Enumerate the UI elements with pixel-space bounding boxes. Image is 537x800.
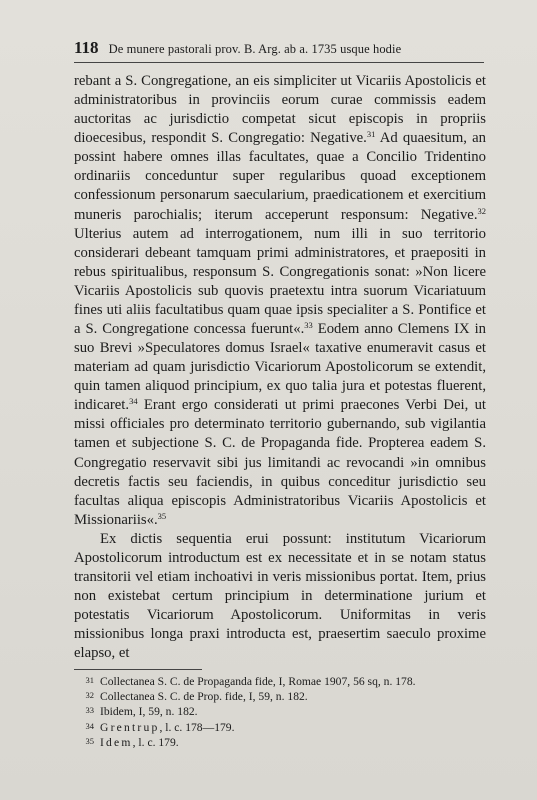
footnote-text: Ibidem, I, 59, n. 182. — [100, 705, 198, 719]
footnote-author: Grentrup — [100, 720, 160, 734]
footnote-reference: 35 — [157, 510, 167, 521]
paragraph-text: Erant ergo considerati ut primi praecones Verbi Dei, ut missi officiales pro determinato territorio gubernando, sub vigilantia tamen et subjectione S. C. de Propaganda fide. Propterea eadem S. Congregatio reservavit sibi jus limitandi ac revocandi »in omnibus decretis factis seu faciendis, in quibus conceditur jurisdictio seu facultas aliqua episcopis Administratoribus Vicariis Apostolicis et Missionariis«. — [74, 397, 486, 528]
body-text — [74, 72, 486, 663]
footnote-citation: , l. c. 178—179. — [159, 720, 235, 734]
footnote-reference: 33 — [304, 320, 313, 331]
header-rule — [74, 62, 484, 63]
footnote-number: 32 — [85, 690, 94, 701]
footnote — [74, 674, 486, 689]
paragraph — [74, 72, 486, 530]
footnote-number: 33 — [85, 705, 94, 716]
footnote-reference: 34 — [129, 396, 138, 407]
footnote-number: 34 — [85, 720, 94, 731]
footnote — [74, 720, 486, 735]
footnote-reference: 32 — [477, 205, 486, 216]
page-number: 118 — [74, 38, 99, 57]
footnote-text: Collectanea S. C. de Propaganda fide, I, Romae 1907, 56 sq, n. 178. — [100, 675, 416, 688]
footnote-rule — [74, 669, 202, 670]
footnote-number: 31 — [85, 675, 94, 685]
footnote — [74, 704, 486, 719]
footnotes — [74, 674, 486, 750]
footnote-number: 35 — [85, 735, 94, 746]
running-head — [74, 38, 484, 58]
paragraph-text: rebant a S. Congregatione, an eis simpliciter ut Vicariis Apostolicis et administratoribus in provinciis eorum curae commissis eadem auctoritas ac jurisdictio competat sicut episcopis in propriis dioecesibus, respondit S. Congregatio: Negative. — [74, 73, 486, 147]
paragraph-text: Ex dictis sequentia erui possunt: institutum Vicariorum Apostolicorum introductum est ex necessitate et in se notam status transitorii vel etiam inchoativi in veris missionibus portat. Item, prius non existebat certum principium in determinatione jurium et potestatis Vicariorum Apostolicorum. Uniformitas in veris missionibus longa praxi introducta est, praesertim saeculo proxime elapso, et — [74, 530, 486, 662]
running-title: De munere pastorali prov. B. Arg. ab a. 1735 usque hodie — [108, 42, 402, 56]
footnote-text: Collectanea S. C. de Prop. fide, I, 59, n. 182. — [100, 690, 308, 704]
footnote-text — [100, 720, 234, 735]
footnote-reference: 31 — [366, 129, 376, 140]
paragraph — [74, 530, 486, 664]
paragraph-text: Ad quaesitum, an possint habere omnes illas facultates, quae a Concilio Tridentino ordinariis conceduntur super regularibus quoad exceptionem confessionum personarum saecularium, praedicationem et exercitium muneris parochialis; iterum acceperunt responsum: Negative. — [74, 130, 486, 223]
paragraph-text: Eodem anno Clemens IX in suo Brevi »Speculatores domus Israel« taxative enumeravit casus et materiam ad quam jurisdictio Vicariorum Apostolicorum se extendit, quin tamen aliquod principium, ex quo talia jura et potestas fluerent, indicaret. — [74, 321, 486, 414]
footnote-text — [100, 735, 179, 750]
footnote — [74, 689, 486, 704]
paragraph-text: Ulterius autem ad interrogationem, num illi in suo territorio considerari debeant tamquam primi administratores, et praepositi in rebus spiritualibus, responsum S. Congregationis sonat: »Non licere Vicariis Apostolicis sub quovis praetextu intra suorum Vicariatuum fines uti aliis facultatibus quam quae ipsis specialiter a S. Pontifice et a S. Congregatione concessa fuerunt«. — [74, 225, 486, 338]
footnote — [74, 735, 486, 750]
footnote-citation: , l. c. 179. — [132, 735, 179, 749]
footnote-author: Idem — [100, 735, 133, 749]
